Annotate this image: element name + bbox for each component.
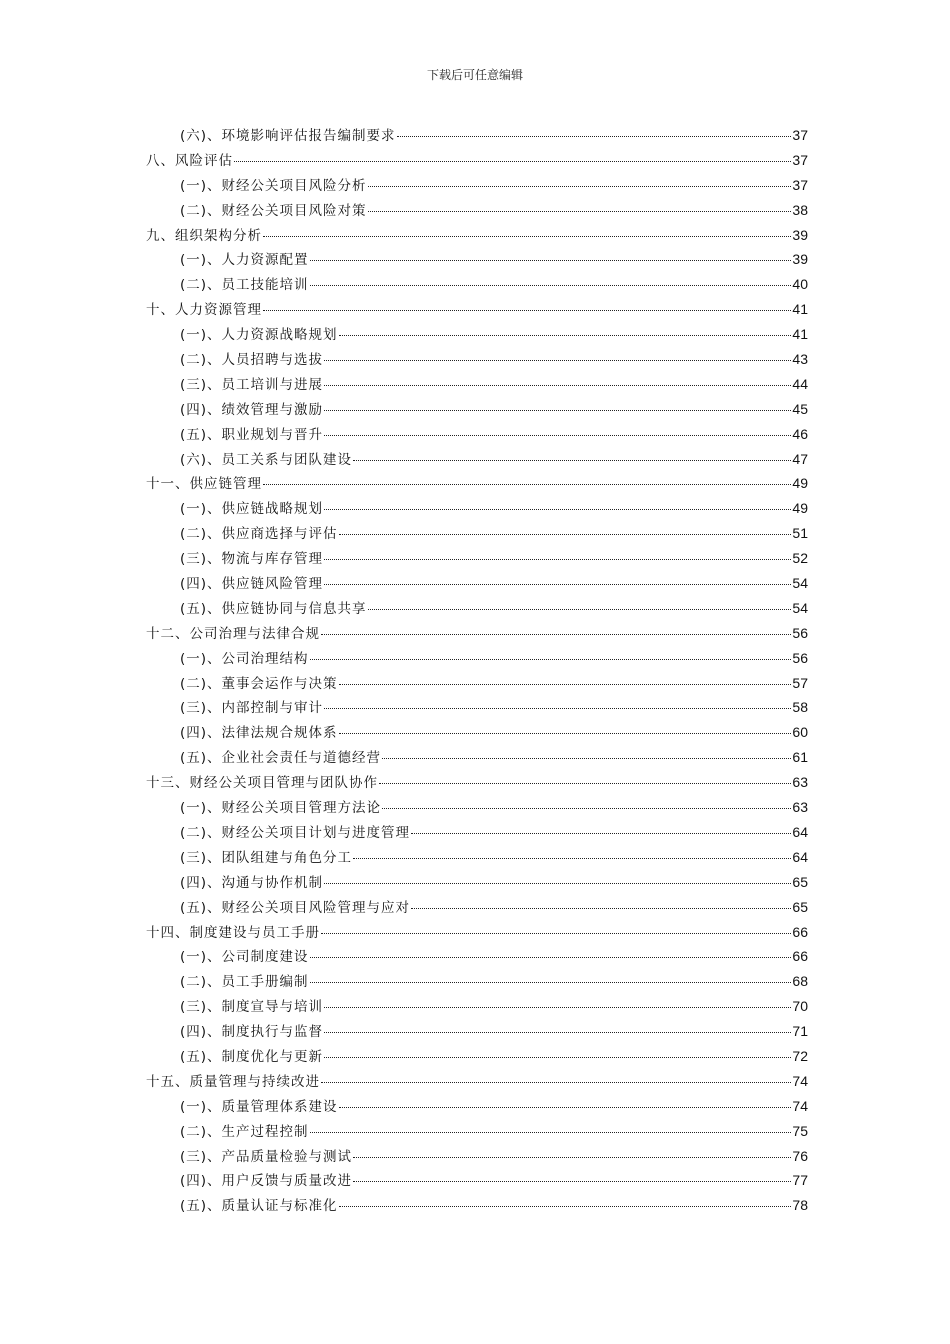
toc-section-entry[interactable] bbox=[146, 1120, 808, 1145]
toc-chapter-entry[interactable] bbox=[146, 921, 808, 946]
toc-entry-title: (二)、员工手册编制 bbox=[180, 974, 309, 991]
toc-dot-leader bbox=[411, 833, 791, 834]
toc-section-entry[interactable] bbox=[146, 672, 808, 697]
toc-dot-leader bbox=[339, 1107, 792, 1108]
toc-dot-leader bbox=[339, 1206, 792, 1207]
toc-entry-page-number: 71 bbox=[792, 1023, 808, 1040]
toc-dot-leader bbox=[321, 1082, 791, 1083]
toc-section-entry[interactable] bbox=[146, 522, 808, 547]
toc-entry-page-number: 39 bbox=[792, 251, 808, 268]
toc-dot-leader bbox=[310, 260, 792, 261]
toc-entry-page-number: 49 bbox=[792, 500, 808, 517]
toc-section-entry[interactable] bbox=[146, 1169, 808, 1194]
toc-entry-page-number: 51 bbox=[792, 525, 808, 542]
toc-entry-title: 十、人力资源管理 bbox=[146, 302, 262, 319]
toc-entry-title: 十三、财经公关项目管理与团队协作 bbox=[146, 775, 378, 792]
toc-entry-page-number: 54 bbox=[792, 599, 808, 616]
toc-chapter-entry[interactable] bbox=[146, 149, 808, 174]
toc-section-entry[interactable] bbox=[146, 572, 808, 597]
toc-section-entry[interactable] bbox=[146, 423, 808, 448]
toc-dot-leader bbox=[324, 1007, 791, 1008]
toc-section-entry[interactable] bbox=[146, 846, 808, 871]
toc-section-entry[interactable] bbox=[146, 273, 808, 298]
toc-section-entry[interactable] bbox=[146, 970, 808, 995]
toc-entry-page-number: 64 bbox=[792, 848, 808, 865]
toc-dot-leader bbox=[353, 858, 791, 859]
toc-entry-title: 九、组织架构分析 bbox=[146, 227, 262, 244]
toc-dot-leader bbox=[310, 659, 792, 660]
toc-entry-page-number: 57 bbox=[792, 674, 808, 691]
toc-entry-page-number: 46 bbox=[792, 425, 808, 442]
toc-chapter-entry[interactable] bbox=[146, 224, 808, 249]
toc-entry-title: 十二、公司治理与法律合规 bbox=[146, 625, 320, 642]
toc-entry-title: (五)、质量认证与标准化 bbox=[180, 1198, 338, 1215]
toc-entry-title: (五)、制度优化与更新 bbox=[180, 1048, 324, 1065]
toc-entry-title: (二)、董事会运作与决策 bbox=[180, 675, 338, 692]
toc-dot-leader bbox=[324, 385, 791, 386]
toc-entry-title: (四)、制度执行与监督 bbox=[180, 1024, 324, 1041]
toc-entry-page-number: 47 bbox=[792, 450, 808, 467]
toc-dot-leader bbox=[339, 684, 792, 685]
toc-section-entry[interactable] bbox=[146, 398, 808, 423]
toc-entry-title: 十五、质量管理与持续改进 bbox=[146, 1073, 320, 1090]
toc-entry-page-number: 75 bbox=[792, 1122, 808, 1139]
toc-entry-page-number: 78 bbox=[792, 1197, 808, 1214]
toc-section-entry[interactable] bbox=[146, 1145, 808, 1170]
toc-dot-leader bbox=[324, 1057, 791, 1058]
toc-entry-page-number: 65 bbox=[792, 873, 808, 890]
toc-dot-leader bbox=[368, 186, 792, 187]
toc-section-entry[interactable] bbox=[146, 821, 808, 846]
toc-entry-title: (一)、公司治理结构 bbox=[180, 650, 309, 667]
toc-dot-leader bbox=[263, 484, 791, 485]
toc-dot-leader bbox=[382, 808, 791, 809]
toc-dot-leader bbox=[321, 933, 791, 934]
toc-entry-page-number: 52 bbox=[792, 550, 808, 567]
toc-entry-title: (二)、供应商选择与评估 bbox=[180, 526, 338, 543]
toc-entry-page-number: 77 bbox=[792, 1172, 808, 1189]
toc-section-entry[interactable] bbox=[146, 497, 808, 522]
toc-chapter-entry[interactable] bbox=[146, 771, 808, 796]
toc-dot-leader bbox=[324, 883, 791, 884]
toc-section-entry[interactable] bbox=[146, 796, 808, 821]
toc-entry-page-number: 54 bbox=[792, 575, 808, 592]
toc-section-entry[interactable] bbox=[146, 746, 808, 771]
toc-dot-leader bbox=[411, 908, 791, 909]
toc-entry-page-number: 76 bbox=[792, 1147, 808, 1164]
toc-entry-title: (五)、供应链协同与信息共享 bbox=[180, 600, 367, 617]
toc-entry-page-number: 39 bbox=[792, 226, 808, 243]
toc-entry-page-number: 41 bbox=[792, 326, 808, 343]
toc-entry-page-number: 44 bbox=[792, 375, 808, 392]
toc-entry-title: 八、风险评估 bbox=[146, 152, 233, 169]
toc-entry-page-number: 49 bbox=[792, 475, 808, 492]
toc-entry-page-number: 56 bbox=[792, 649, 808, 666]
toc-entry-title: (三)、团队组建与角色分工 bbox=[180, 849, 353, 866]
toc-entry-page-number: 60 bbox=[792, 724, 808, 741]
toc-entry-page-number: 63 bbox=[792, 774, 808, 791]
toc-dot-leader bbox=[353, 460, 791, 461]
toc-entry-page-number: 66 bbox=[792, 948, 808, 965]
toc-chapter-entry[interactable] bbox=[146, 472, 808, 497]
toc-entry-title: (二)、生产过程控制 bbox=[180, 1123, 309, 1140]
toc-dot-leader bbox=[234, 161, 791, 162]
toc-section-entry[interactable] bbox=[146, 124, 808, 149]
toc-dot-leader bbox=[324, 435, 791, 436]
toc-section-entry[interactable] bbox=[146, 945, 808, 970]
toc-entry-title: (一)、质量管理体系建设 bbox=[180, 1098, 338, 1115]
toc-entry-title: (一)、供应链战略规划 bbox=[180, 501, 324, 518]
toc-entry-title: (四)、法律法规合规体系 bbox=[180, 725, 338, 742]
toc-dot-leader bbox=[353, 1157, 791, 1158]
toc-entry-title: (五)、企业社会责任与道德经营 bbox=[180, 750, 382, 767]
toc-entry-page-number: 43 bbox=[792, 351, 808, 368]
toc-section-entry[interactable] bbox=[146, 1194, 808, 1219]
toc-chapter-entry[interactable] bbox=[146, 1070, 808, 1095]
toc-dot-leader bbox=[324, 410, 791, 411]
toc-entry-title: 十四、制度建设与员工手册 bbox=[146, 924, 320, 941]
toc-section-entry[interactable] bbox=[146, 647, 808, 672]
toc-section-entry[interactable] bbox=[146, 696, 808, 721]
toc-entry-title: (三)、制度宣导与培训 bbox=[180, 999, 324, 1016]
toc-entry-title: (四)、供应链风险管理 bbox=[180, 576, 324, 593]
toc-entry-page-number: 74 bbox=[792, 1097, 808, 1114]
toc-entry-page-number: 72 bbox=[792, 1047, 808, 1064]
toc-section-entry[interactable] bbox=[146, 373, 808, 398]
toc-entry-title: (五)、职业规划与晋升 bbox=[180, 426, 324, 443]
toc-section-entry[interactable] bbox=[146, 174, 808, 199]
toc-entry-page-number: 68 bbox=[792, 973, 808, 990]
toc-entry-page-number: 45 bbox=[792, 400, 808, 417]
toc-entry-page-number: 70 bbox=[792, 998, 808, 1015]
toc-dot-leader bbox=[324, 584, 791, 585]
toc-dot-leader bbox=[310, 1132, 792, 1133]
toc-entry-page-number: 40 bbox=[792, 276, 808, 293]
toc-entry-page-number: 37 bbox=[792, 176, 808, 193]
toc-dot-leader bbox=[339, 335, 792, 336]
toc-section-entry[interactable] bbox=[146, 348, 808, 373]
toc-dot-leader bbox=[339, 534, 792, 535]
toc-dot-leader bbox=[263, 310, 791, 311]
toc-section-entry[interactable] bbox=[146, 323, 808, 348]
toc-entry-title: (六)、环境影响评估报告编制要求 bbox=[180, 128, 396, 144]
toc-dot-leader bbox=[310, 957, 792, 958]
toc-dot-leader bbox=[324, 360, 791, 361]
toc-entry-title: (二)、员工技能培训 bbox=[180, 277, 309, 294]
toc-entry-page-number: 37 bbox=[792, 151, 808, 168]
toc-entry-page-number: 41 bbox=[792, 301, 808, 318]
toc-dot-leader bbox=[382, 758, 791, 759]
toc-dot-leader bbox=[324, 1032, 791, 1033]
toc-entry-title: (六)、员工关系与团队建设 bbox=[180, 451, 353, 468]
toc-dot-leader bbox=[353, 1181, 791, 1182]
toc-section-entry[interactable] bbox=[146, 995, 808, 1020]
toc-section-entry[interactable] bbox=[146, 1020, 808, 1045]
toc-entry-title: (三)、员工培训与进展 bbox=[180, 376, 324, 393]
toc-dot-leader bbox=[321, 634, 791, 635]
toc-dot-leader bbox=[379, 783, 791, 784]
toc-chapter-entry[interactable] bbox=[146, 298, 808, 323]
table-of-contents bbox=[146, 124, 808, 1219]
toc-entry-page-number: 64 bbox=[792, 823, 808, 840]
toc-section-entry[interactable] bbox=[146, 597, 808, 622]
toc-entry-title: (二)、人员招聘与选拔 bbox=[180, 352, 324, 369]
toc-entry-title: 十一、供应链管理 bbox=[146, 476, 262, 493]
toc-chapter-entry[interactable] bbox=[146, 622, 808, 647]
toc-section-entry[interactable] bbox=[146, 1045, 808, 1070]
toc-entry-page-number: 37 bbox=[792, 127, 808, 143]
toc-dot-leader bbox=[324, 708, 791, 709]
toc-entry-page-number: 63 bbox=[792, 799, 808, 816]
toc-section-entry[interactable] bbox=[146, 248, 808, 273]
toc-entry-title: (一)、公司制度建设 bbox=[180, 949, 309, 966]
toc-section-entry[interactable] bbox=[146, 448, 808, 473]
toc-entry-page-number: 74 bbox=[792, 1072, 808, 1089]
toc-section-entry[interactable] bbox=[146, 199, 808, 224]
toc-dot-leader bbox=[310, 982, 792, 983]
toc-dot-leader bbox=[324, 559, 791, 560]
toc-entry-title: (四)、用户反馈与质量改进 bbox=[180, 1173, 353, 1190]
toc-entry-page-number: 58 bbox=[792, 699, 808, 716]
toc-entry-title: (一)、财经公关项目风险分析 bbox=[180, 177, 367, 194]
toc-entry-title: (一)、人力资源配置 bbox=[180, 252, 309, 269]
toc-section-entry[interactable] bbox=[146, 721, 808, 746]
toc-entry-title: (一)、人力资源战略规划 bbox=[180, 327, 338, 344]
toc-dot-leader bbox=[397, 136, 792, 137]
toc-entry-title: (三)、内部控制与审计 bbox=[180, 700, 324, 717]
toc-entry-title: (四)、沟通与协作机制 bbox=[180, 874, 324, 891]
toc-entry-title: (二)、财经公关项目计划与进度管理 bbox=[180, 824, 411, 841]
toc-entry-page-number: 38 bbox=[792, 201, 808, 218]
toc-dot-leader bbox=[339, 733, 792, 734]
toc-entry-page-number: 56 bbox=[792, 624, 808, 641]
page-header: 下载后可任意编辑 bbox=[426, 68, 523, 82]
toc-entry-title: (三)、产品质量检验与测试 bbox=[180, 1148, 353, 1165]
toc-entry-page-number: 65 bbox=[792, 898, 808, 915]
toc-entry-title: (三)、物流与库存管理 bbox=[180, 551, 324, 568]
toc-entry-title: (四)、绩效管理与激励 bbox=[180, 401, 324, 418]
toc-dot-leader bbox=[310, 285, 792, 286]
toc-entry-title: (二)、财经公关项目风险对策 bbox=[180, 202, 367, 219]
toc-section-entry[interactable] bbox=[146, 896, 808, 921]
toc-section-entry[interactable] bbox=[146, 1095, 808, 1120]
toc-entry-title: (五)、财经公关项目风险管理与应对 bbox=[180, 899, 411, 916]
toc-entry-page-number: 61 bbox=[792, 749, 808, 766]
toc-section-entry[interactable] bbox=[146, 871, 808, 896]
toc-entry-page-number: 66 bbox=[792, 923, 808, 940]
toc-dot-leader bbox=[368, 211, 792, 212]
toc-dot-leader bbox=[324, 509, 791, 510]
toc-dot-leader bbox=[368, 609, 792, 610]
toc-section-entry[interactable] bbox=[146, 547, 808, 572]
toc-entry-title: (一)、财经公关项目管理方法论 bbox=[180, 800, 382, 817]
toc-dot-leader bbox=[263, 236, 791, 237]
